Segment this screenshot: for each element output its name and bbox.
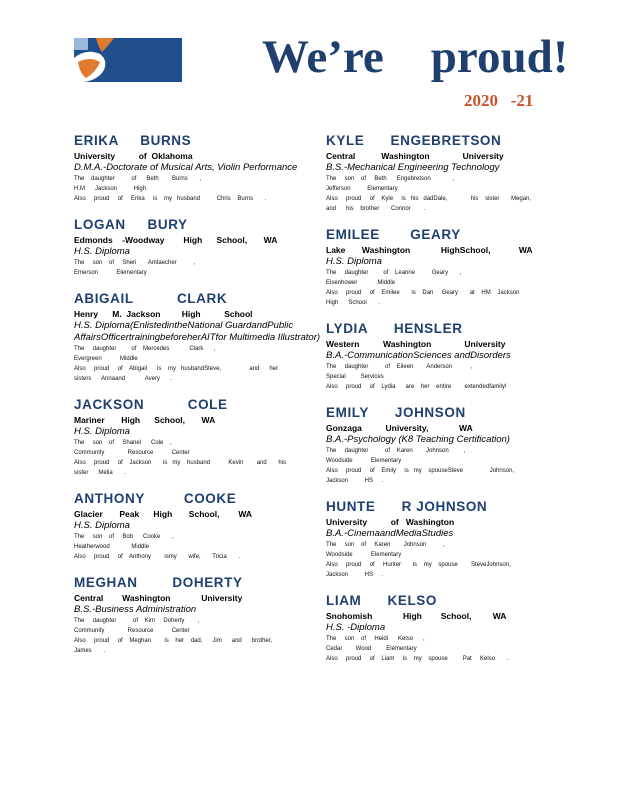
graduate-entry	[74, 133, 324, 204]
detail-line: Cedar Wood Elementary	[326, 646, 417, 652]
graduate-name: EMILY JOHNSON	[326, 405, 466, 420]
graduate-entry	[74, 397, 324, 478]
detail-line: Also proud of Lydia are her entire extendedfamily!	[326, 384, 507, 390]
graduate-school: University of Washington	[326, 517, 455, 527]
detail-line: Jefferson Elementary	[326, 186, 398, 192]
detail-line: The daughter of Mercedes Clark ,	[74, 346, 216, 352]
detail-line: and his brother Connor .	[326, 206, 426, 212]
detail-line: The son of Beth Engebretson ,	[326, 176, 455, 182]
graduate-degree: H.S. Diploma	[74, 246, 130, 257]
graduate-name: ABIGAIL CLARK	[74, 291, 228, 306]
detail-line: Community Resource Center	[74, 450, 190, 456]
graduate-name: JACKSON COLE	[74, 397, 228, 412]
graduate-name: LOGAN BURY	[74, 217, 188, 232]
graduate-school: Central Washington University	[326, 151, 504, 161]
graduate-entry	[326, 227, 576, 308]
detail-line: The daughter of Eileen Anderson ,	[326, 364, 473, 370]
detail-line: Also proud of Jackson is my husband Kevin and his	[74, 460, 287, 466]
graduate-name: EMILEE GEARY	[326, 227, 461, 242]
graduate-entry	[326, 499, 576, 580]
graduate-school: Central Washington University	[74, 593, 243, 603]
detail-line: The son of Heidi Kelso ,	[326, 636, 425, 642]
graduate-school: Glacier Peak High School, WA	[74, 509, 253, 519]
detail-line: Also proud of Erika is my husband Chris Burns .	[74, 196, 267, 202]
graduate-degree: H.S. Diploma	[74, 520, 130, 531]
detail-line: Woodside Elementary	[326, 458, 402, 464]
graduate-school: Mariner High School, WA	[74, 415, 216, 425]
graduate-school: Lake Washington HighSchool, WA	[326, 245, 533, 255]
page-title: We’re proud!	[262, 31, 569, 83]
graduate-degree: H.S. Diploma	[326, 256, 382, 267]
detail-line: The son of Sheri Amtaecher ,	[74, 260, 196, 266]
graduate-name: ERIKA BURNS	[74, 133, 192, 148]
graduate-school: University of Oklahoma	[74, 151, 193, 161]
graduate-name: LYDIA HENSLER	[326, 321, 463, 336]
detail-line: Heatherwood Middle	[74, 544, 150, 550]
graduate-school: Edmonds -Woodway High School, WA	[74, 235, 278, 245]
detail-line: Emerson Elementary	[74, 270, 147, 276]
detail-line: Also proud of Hunter is my spouse SteveJohnson,	[326, 562, 511, 568]
detail-line: The daughter of Karen Johnson ,	[326, 448, 466, 454]
graduate-name: KYLE ENGEBRETSON	[326, 133, 502, 148]
graduate-entry	[74, 491, 324, 562]
graduate-school: Snohomish High School, WA	[326, 611, 507, 621]
graduate-entry	[74, 291, 324, 384]
detail-line: The son of Karen Johnson ,	[326, 542, 445, 548]
detail-line: The son of Bob Cooke ,	[74, 534, 174, 540]
detail-line: Also proud of Liam is my spouse Pat Kelso .	[326, 656, 509, 662]
detail-line: H.M Jackson High	[74, 186, 147, 192]
detail-line: Woodside Elementary	[326, 552, 402, 558]
detail-line: Also proud of Abigail is my husbandSteve, and her	[74, 366, 279, 372]
graduate-name: MEGHAN DOHERTY	[74, 575, 243, 590]
left-column	[74, 133, 324, 669]
graduate-entry	[74, 575, 324, 656]
school-year: 2020 -21	[464, 91, 534, 110]
detail-line: Also proud of Kyle is his dadDale, his sister Megan,	[326, 196, 532, 202]
detail-line: High School .	[326, 300, 381, 306]
detail-line: Also proud of Emilee is Dan Geary at HM Jackson	[326, 290, 520, 296]
graduate-degree: B.S.-Mechanical Engineering Technology	[326, 162, 500, 173]
detail-line: James .	[74, 648, 106, 654]
graduate-name: LIAM KELSO	[326, 593, 438, 608]
graduate-degree: B.A.-CinemaandMediaStudies	[326, 528, 454, 539]
detail-line: Also proud of Emily is my spouseSteve Johnson,	[326, 468, 515, 474]
graduate-entry	[326, 321, 576, 392]
graduate-school: Gonzaga University, WA	[326, 423, 473, 433]
graduate-name: HUNTE R JOHNSON	[326, 499, 488, 514]
detail-line: The son of Shanel Cole ,	[74, 440, 172, 446]
graduate-degree: B.A.-CommunicationSciences andDisorders	[326, 350, 511, 361]
graduate-degree: H.S. Diploma	[74, 426, 130, 437]
right-column	[326, 133, 576, 677]
detail-line: The daughter of Leanne Geary ,	[326, 270, 462, 276]
graduate-entry	[74, 217, 324, 278]
graduate-entry	[326, 593, 576, 664]
detail-line: sister Melia .	[74, 470, 127, 476]
detail-line: Evergreen Middle	[74, 356, 138, 362]
detail-line: Jackson HS .	[326, 572, 384, 578]
detail-line: Jackson HS .	[326, 478, 384, 484]
graduate-name: ANTHONY COOKE	[74, 491, 237, 506]
graduate-degree: B.A.-Psychology (K8 Teaching Certification)	[326, 434, 510, 445]
detail-line: The daughter of Beth Burns ,	[74, 176, 202, 182]
graduate-degree: B.S.-Business Administration	[74, 604, 197, 615]
graduate-school: Henry M. Jackson High School	[74, 309, 253, 319]
graduate-degree: D.M.A.-Doctorate of Musical Arts, Violin Performance	[74, 162, 298, 173]
graduate-entry	[326, 405, 576, 486]
detail-line: Community Resource Center	[74, 628, 190, 634]
detail-line: Also proud of Meghan is her dad, Jim and brother,	[74, 638, 273, 644]
graduate-degree: H.S. Diploma(EnlistedintheNational GuardandPublic AffairsOfficertrainingbeforeherAITfor Multimedia Illustrator)	[74, 320, 321, 343]
graduate-entry	[326, 133, 576, 214]
detail-line: Eisenhower Middle	[326, 280, 396, 286]
detail-line: Also proud of Anthony ismy wife, Tricia .	[74, 554, 241, 560]
detail-line: The daughter of Kim Doherty ,	[74, 618, 200, 624]
graduate-school: Western Washington University	[326, 339, 506, 349]
logo	[74, 38, 182, 82]
detail-line: sisters Annaand Avery .	[74, 376, 172, 382]
detail-line: Special Services	[326, 374, 384, 380]
graduate-degree: H.S. -Diploma	[326, 622, 386, 633]
